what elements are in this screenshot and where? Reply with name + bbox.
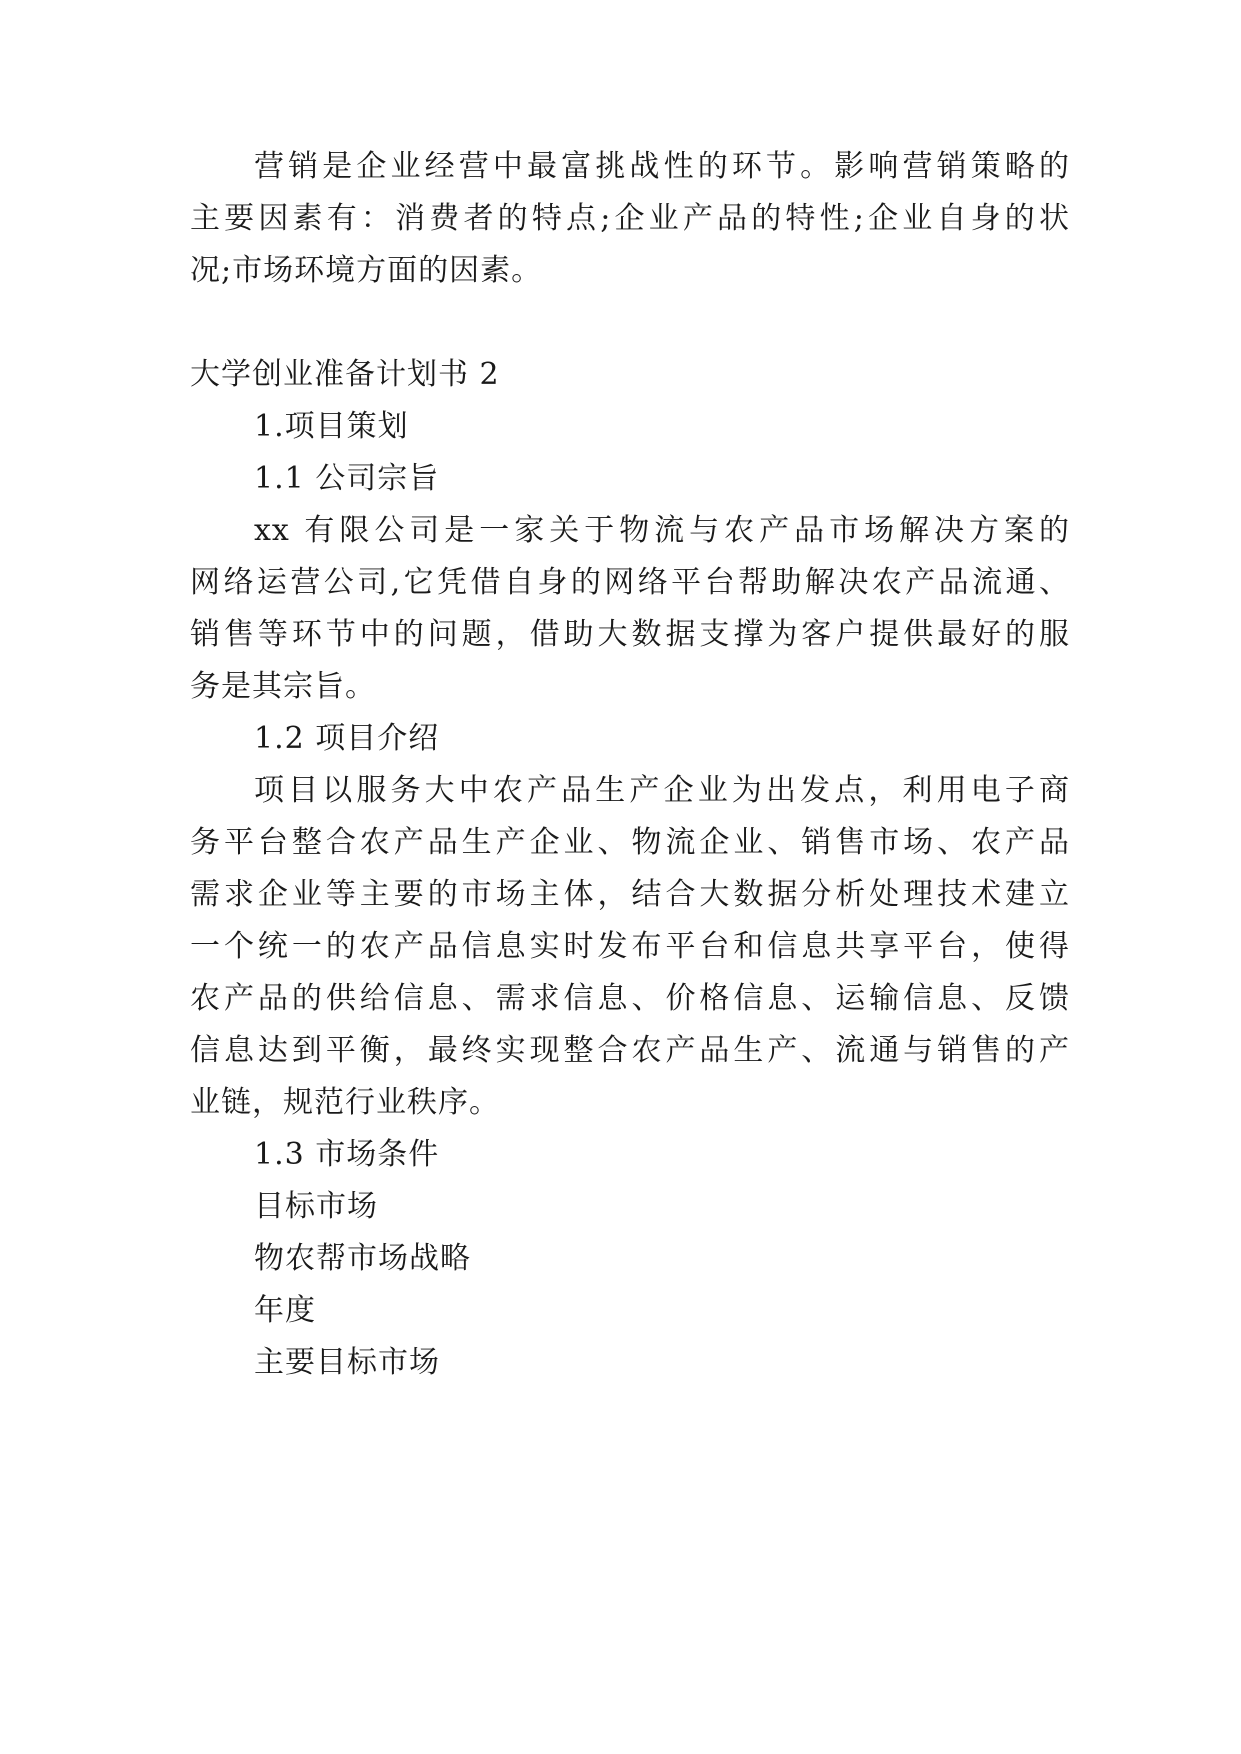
heading-project-planning: 1.项目策划 [254, 409, 409, 444]
marketing-paragraph-line: 主要因素有：消费者的特点;企业产品的特性;企业自身的状 [190, 201, 1070, 236]
heading-market-conditions: 1.3 市场条件 [254, 1137, 440, 1172]
intro-paragraph-line: 务平台整合农产品生产企业、物流企业、销售市场、农产品 [190, 825, 1070, 860]
purpose-paragraph-line: xx 有限公司是一家关于物流与农产品市场解决方案的 [254, 513, 1070, 548]
intro-paragraph-line: 项目以服务大中农产品生产企业为出发点，利用电子商 [254, 773, 1070, 808]
list-item-target-market: 目标市场 [254, 1189, 378, 1224]
heading-company-purpose: 1.1 公司宗旨 [254, 461, 440, 496]
section-title: 大学创业准备计划书 2 [190, 357, 500, 392]
heading-project-intro: 1.2 项目介绍 [254, 721, 440, 756]
marketing-paragraph-line: 况;市场环境方面的因素。 [190, 253, 543, 288]
purpose-paragraph-line: 网络运营公司,它凭借自身的网络平台帮助解决农产品流通、 [190, 565, 1070, 600]
intro-paragraph-line: 需求企业等主要的市场主体，结合大数据分析处理技术建立 [190, 877, 1070, 912]
list-item-year: 年度 [254, 1293, 316, 1328]
intro-paragraph-line: 一个统一的农产品信息实时发布平台和信息共享平台，使得 [190, 929, 1070, 964]
purpose-paragraph-line: 务是其宗旨。 [190, 669, 376, 704]
list-item-market-strategy: 物农帮市场战略 [254, 1241, 471, 1276]
intro-paragraph-line: 农产品的供给信息、需求信息、价格信息、运输信息、反馈 [190, 981, 1070, 1016]
list-item-main-target-market: 主要目标市场 [254, 1345, 440, 1380]
purpose-paragraph-line: 销售等环节中的问题，借助大数据支撑为客户提供最好的服 [190, 617, 1070, 652]
intro-paragraph-line: 信息达到平衡，最终实现整合农产品生产、流通与销售的产 [190, 1033, 1070, 1068]
marketing-paragraph-line: 营销是企业经营中最富挑战性的环节。影响营销策略的 [254, 149, 1070, 184]
intro-paragraph-line: 业链，规范行业秩序。 [190, 1085, 500, 1120]
